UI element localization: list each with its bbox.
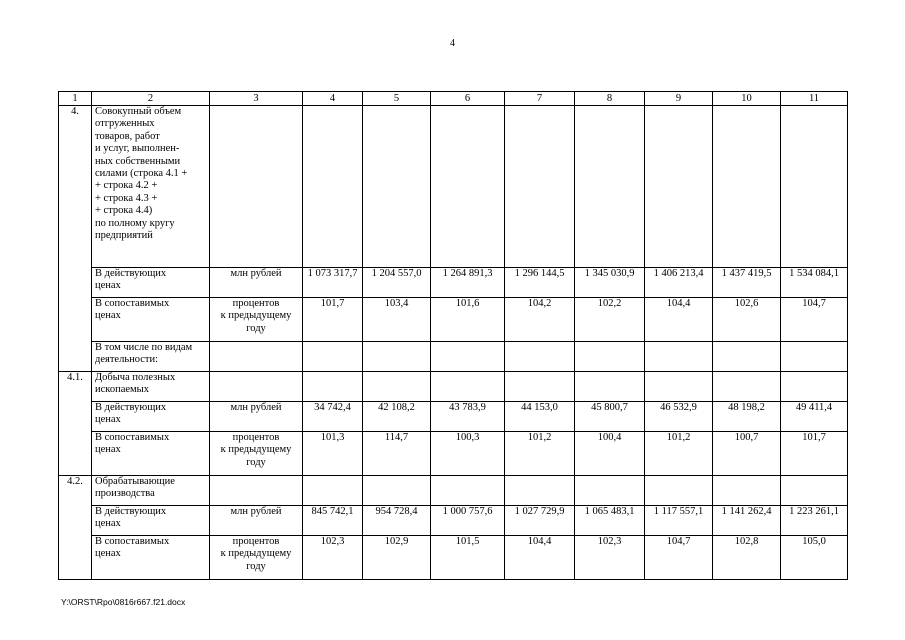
unit-cell [210, 342, 303, 372]
unit-cell: процентов к предыдущему году [210, 298, 303, 342]
value-cell: 1 027 729,9 [505, 506, 575, 536]
value-cell [575, 342, 645, 372]
value-cell [363, 342, 431, 372]
value-cell: 100,7 [713, 432, 781, 476]
indicator-name-cell: В сопоставимых ценах [92, 432, 210, 476]
value-cell [303, 476, 363, 506]
value-cell: 102,9 [363, 536, 431, 580]
value-cell [505, 106, 575, 268]
indicator-name-cell: В действующих ценах [92, 402, 210, 432]
value-cell: 104,7 [781, 298, 848, 342]
indicator-name-cell: В том числе по видам деятельности: [92, 342, 210, 372]
value-cell: 101,7 [781, 432, 848, 476]
indicator-name-cell: В сопоставимых ценах [92, 536, 210, 580]
indicator-name-cell: В действующих ценах [92, 506, 210, 536]
value-cell [303, 342, 363, 372]
value-cell: 1 117 557,1 [645, 506, 713, 536]
value-cell [575, 476, 645, 506]
value-cell [713, 106, 781, 268]
value-cell: 1 406 213,4 [645, 268, 713, 298]
value-cell [645, 106, 713, 268]
value-cell: 1 345 030,9 [575, 268, 645, 298]
table-row [59, 106, 848, 268]
value-cell [575, 106, 645, 268]
value-cell [781, 372, 848, 402]
value-cell: 102,8 [713, 536, 781, 580]
table-row [59, 402, 848, 432]
row-number-cell: 4.2. [59, 476, 92, 580]
header-cell-8: 8 [575, 92, 645, 106]
value-cell: 104,4 [645, 298, 713, 342]
unit-cell: млн рублей [210, 268, 303, 298]
value-cell [431, 372, 505, 402]
value-cell [431, 106, 505, 268]
value-cell: 34 742,4 [303, 402, 363, 432]
table-row [59, 298, 848, 342]
value-cell: 102,2 [575, 298, 645, 342]
value-cell: 102,3 [575, 536, 645, 580]
value-cell [505, 342, 575, 372]
value-cell: 1 223 261,1 [781, 506, 848, 536]
indicator-name-cell: Совокупный объем отгруженных товаров, работ и услуг, выполнен- ных собственными силами (строка 4.1 + + строка 4.2 + + строка 4.3 + + строка 4.4) по полному кругу предприятий [92, 106, 210, 268]
value-cell: 101,2 [505, 432, 575, 476]
value-cell: 49 411,4 [781, 402, 848, 432]
value-cell [575, 372, 645, 402]
value-cell [363, 106, 431, 268]
value-cell: 1 437 419,5 [713, 268, 781, 298]
value-cell: 1 534 084,1 [781, 268, 848, 298]
header-cell-3: 3 [210, 92, 303, 106]
value-cell [713, 342, 781, 372]
value-cell [645, 476, 713, 506]
table-row [59, 432, 848, 476]
value-cell: 105,0 [781, 536, 848, 580]
value-cell [781, 476, 848, 506]
unit-cell [210, 106, 303, 268]
value-cell: 44 153,0 [505, 402, 575, 432]
page-number: 4 [450, 38, 455, 49]
value-cell: 845 742,1 [303, 506, 363, 536]
value-cell: 102,6 [713, 298, 781, 342]
table-row [59, 476, 848, 506]
value-cell [363, 372, 431, 402]
header-cell-2: 2 [92, 92, 210, 106]
value-cell: 114,7 [363, 432, 431, 476]
header-cell-4: 4 [303, 92, 363, 106]
value-cell [645, 372, 713, 402]
header-cell-7: 7 [505, 92, 575, 106]
value-cell: 101,7 [303, 298, 363, 342]
value-cell: 1 073 317,7 [303, 268, 363, 298]
value-cell: 1 065 483,1 [575, 506, 645, 536]
file-path-footer: Y:\ORST\Rpo\0816r667.f21.docx [61, 597, 186, 607]
value-cell: 101,3 [303, 432, 363, 476]
header-cell-6: 6 [431, 92, 505, 106]
value-cell: 46 532,9 [645, 402, 713, 432]
value-cell: 954 728,4 [363, 506, 431, 536]
unit-cell: млн рублей [210, 402, 303, 432]
value-cell: 101,2 [645, 432, 713, 476]
unit-cell: процентов к предыдущему году [210, 536, 303, 580]
value-cell [505, 476, 575, 506]
value-cell [363, 476, 431, 506]
row-number-cell: 4. [59, 106, 92, 372]
header-cell-5: 5 [363, 92, 431, 106]
value-cell: 104,2 [505, 298, 575, 342]
value-cell [505, 372, 575, 402]
unit-cell: млн рублей [210, 506, 303, 536]
header-row [59, 92, 848, 106]
indicators-table [58, 91, 848, 580]
header-cell-10: 10 [713, 92, 781, 106]
value-cell: 103,4 [363, 298, 431, 342]
value-cell: 104,4 [505, 536, 575, 580]
table-row [59, 268, 848, 298]
unit-cell: процентов к предыдущему году [210, 432, 303, 476]
indicator-name-cell: Добыча полезных ископаемых [92, 372, 210, 402]
value-cell [303, 106, 363, 268]
value-cell: 101,6 [431, 298, 505, 342]
value-cell: 102,3 [303, 536, 363, 580]
value-cell [303, 372, 363, 402]
value-cell: 43 783,9 [431, 402, 505, 432]
row-number-cell: 4.1. [59, 372, 92, 476]
table-row [59, 342, 848, 372]
value-cell [645, 342, 713, 372]
table-row [59, 372, 848, 402]
value-cell: 1 204 557,0 [363, 268, 431, 298]
value-cell: 1 141 262,4 [713, 506, 781, 536]
value-cell: 100,3 [431, 432, 505, 476]
value-cell [781, 342, 848, 372]
value-cell: 1 264 891,3 [431, 268, 505, 298]
value-cell: 104,7 [645, 536, 713, 580]
header-cell-9: 9 [645, 92, 713, 106]
value-cell [713, 476, 781, 506]
value-cell: 1 296 144,5 [505, 268, 575, 298]
value-cell [431, 342, 505, 372]
value-cell: 100,4 [575, 432, 645, 476]
value-cell [431, 476, 505, 506]
value-cell: 45 800,7 [575, 402, 645, 432]
value-cell [713, 372, 781, 402]
header-cell-11: 11 [781, 92, 848, 106]
indicator-name-cell: В сопоставимых ценах [92, 298, 210, 342]
value-cell: 101,5 [431, 536, 505, 580]
table-body [59, 92, 848, 580]
value-cell: 1 000 757,6 [431, 506, 505, 536]
indicator-name-cell: В действующих ценах [92, 268, 210, 298]
table-row [59, 506, 848, 536]
unit-cell [210, 372, 303, 402]
indicator-name-cell: Обрабатывающие производства [92, 476, 210, 506]
header-cell-1: 1 [59, 92, 92, 106]
unit-cell [210, 476, 303, 506]
value-cell: 48 198,2 [713, 402, 781, 432]
value-cell [781, 106, 848, 268]
value-cell: 42 108,2 [363, 402, 431, 432]
table-row [59, 536, 848, 580]
